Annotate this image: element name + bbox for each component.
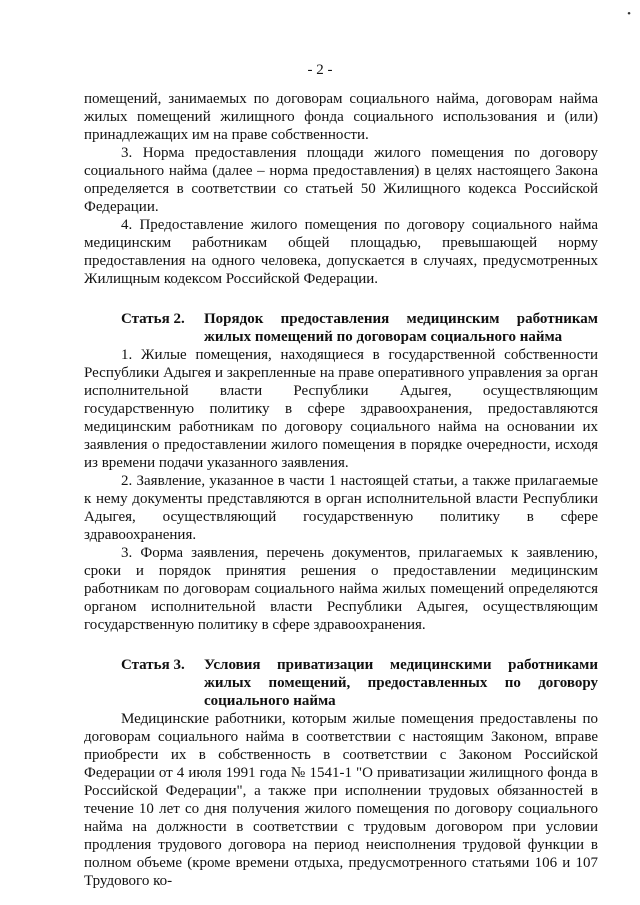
- article-2-heading: [84, 310, 598, 346]
- document-body: [84, 90, 598, 890]
- corner-mark: •: [627, 8, 631, 20]
- article-2-paragraph-2: 2. Заявление, указанное в части 1 настоящей статьи, а также прилагаемые к нему документы представляются в орган исполнительной власти Республики Адыгея, осуществляющий государственную политику в сфере здравоохранения.: [84, 473, 598, 543]
- article-3-heading: [84, 656, 598, 710]
- article-3-paragraph: Медицинские работники, которым жилые помещения предоставлены по договорам социального найма в соответствии с настоящим Законом, вправе приобрести их в собственность в соответствии с Законом Российской Федерации от 4 июля 1991 года № 1541-1 "О приватизации жилищного фонда в Российской Федерации", а также при исполнении трудовых обязанностей в течение 10 лет со дня получения жилого помещения по договору социального найма на должности в соответствии с трудовым договором при условии продления трудового договора на период неисполнения трудовой функции в полном объеме (кроме времени отдыха, предусмотренного статьями 106 и 107 Трудового ко-: [84, 711, 598, 889]
- article-2-label: Статья 2.: [121, 311, 185, 327]
- article-3-label: Статья 3.: [121, 657, 185, 673]
- article-2-paragraph-3: 3. Форма заявления, перечень документов, прилагаемых к заявлению, сроки и порядок принятия решения о предоставлении медицинским работникам по договорам социального найма жилых помещений определяются органом исполнительной власти Республики Адыгея, осуществляющим государственную политику в сфере здравоохранения.: [84, 545, 598, 633]
- article-3-title: Условия приватизации медицинскими работниками жилых помещений, предоставленных по договору социального найма: [204, 657, 598, 709]
- paragraph-item-4: 4. Предоставление жилого помещения по договору социального найма медицинским работникам общей площадью, превышающей норму предоставления на одного человека, допускается в случаях, предусмотренных Жилищным кодексом Российской Федерации.: [84, 217, 598, 287]
- page-number: - 2 -: [307, 62, 333, 78]
- article-2-paragraph-1: 1. Жилые помещения, находящиеся в государственной собственности Республики Адыгея и закрепленные на праве оперативного управления за орган исполнительной власти Республики Адыгея, осуществляющим государственную политику в сфере здравоохранения, предоставляются медицинским работникам по договору социального найма на основании их заявления о предоставлении жилого помещения в порядке очередности, исходя из времени подачи указанного заявления.: [84, 347, 598, 471]
- article-2-title: Порядок предоставления медицинским работникам жилых помещений по договорам социального найма: [204, 311, 598, 345]
- paragraph-item-3: 3. Норма предоставления площади жилого помещения по договору социального найма (далее – норма предоставления) в целях настоящего Закона определяется в соответствии со статьей 50 Жилищного кодекса Российской Федерации.: [84, 145, 598, 215]
- paragraph-continuation: помещений, занимаемых по договорам социального найма, договорам найма жилых помещений жилищного фонда социального использования и (или) принадлежащих им на праве собственности.: [84, 91, 598, 143]
